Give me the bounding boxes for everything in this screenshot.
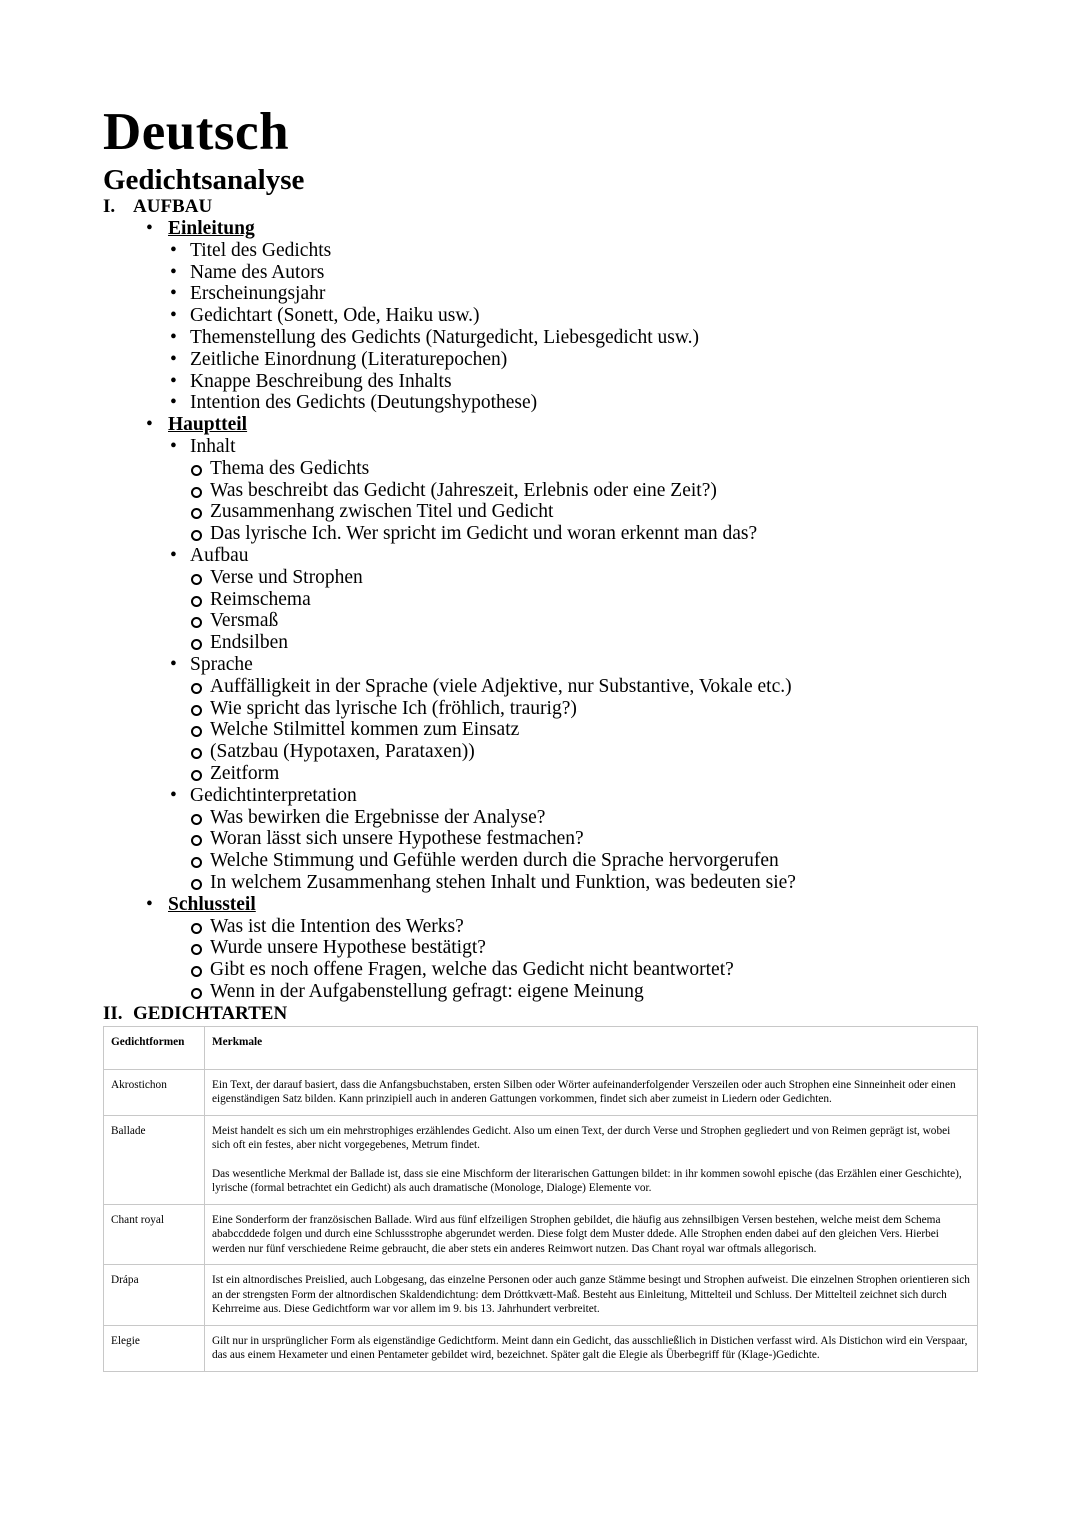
column-header-merkmale: Merkmale <box>205 1026 978 1069</box>
section-gedichtarten-heading <box>103 1003 978 1025</box>
outline-heading: • Hauptteil <box>103 414 978 436</box>
list-item: • Themenstellung des Gedichts (Naturgedicht, Liebesgedicht usw.) <box>103 327 978 349</box>
table-header-row <box>104 1026 978 1069</box>
list-item: Gibt es noch offene Fragen, welche das Gedicht nicht beantwortet? <box>103 959 978 981</box>
list-item: • Sprache <box>103 654 978 676</box>
list-item: • Erscheinungsjahr <box>103 283 978 305</box>
list-item: Thema des Gedichts <box>103 458 978 480</box>
merkmale-cell <box>205 1265 978 1326</box>
list-item: • Titel des Gedichts <box>103 240 978 262</box>
list-item: • Gedichtinterpretation <box>103 785 978 807</box>
merkmale-text: Meist handelt es sich um ein mehrstrophiges erzählendes Gedicht. Also um einen Text, der durch Verse und Strophen gegliedert und von Reimen geprägt ist, wobei sich oft ein festes, aber nicht vorgegebenes, Metrum findet. <box>212 1124 951 1152</box>
list-item: • Intention des Gedichts (Deutungshypothese) <box>103 392 978 414</box>
list-item: (Satzbau (Hypotaxen, Parataxen)) <box>103 741 978 763</box>
list-item: Was ist die Intention des Werks? <box>103 916 978 938</box>
table-row <box>104 1115 978 1204</box>
table-body <box>104 1069 978 1371</box>
list-item: Verse und Strophen <box>103 567 978 589</box>
table-row <box>104 1069 978 1115</box>
merkmale-text: Gilt nur in ursprünglicher Form als eigenständige Gedichtform. Meint dann ein Gedicht, das ausschließlich in Distichen verfasst wird. Als Distichon wird ein Verspaar, das aus einem Hexameter und einen Pentameter gebildet wird, bezeichnet. Später galt die Elegie als Überbegriff für (Klage-)Gedichte. <box>212 1334 968 1362</box>
outline-heading: • Schlussteil <box>103 894 978 916</box>
merkmale-text: Ist ein altnordisches Preislied, auch Lobgesang, das einzelne Personen oder auch ganze Stämme besingt und Strophen aufweist. Die einzelnen Strophen orientieren sich an der strengsten Form der altnordischen Skaldendichtung: dem Dróttkvætt-Maß. Besteht aus Einleitung, Mittelteil und Schluss. Der Mittelteil zeichnet sich durch Kehrreime aus. Diese Gedichtform war vor allem im 9. bis 13. Jahrhundert verbreitet. <box>212 1274 970 1316</box>
section-label: AUFBAU <box>133 196 213 217</box>
section-aufbau-heading <box>103 196 978 218</box>
list-item: Zeitform <box>103 763 978 785</box>
list-item: Reimschema <box>103 589 978 611</box>
table-row <box>104 1325 978 1371</box>
list-item: Wurde unsere Hypothese bestätigt? <box>103 937 978 959</box>
table-row <box>104 1265 978 1326</box>
merkmale-cell <box>205 1204 978 1265</box>
list-item: • Knappe Beschreibung des Inhalts <box>103 371 978 393</box>
merkmale-cell <box>205 1115 978 1204</box>
list-item: Welche Stilmittel kommen zum Einsatz <box>103 719 978 741</box>
table-row <box>104 1204 978 1265</box>
list-item: Endsilben <box>103 632 978 654</box>
list-item: • Name des Autors <box>103 262 978 284</box>
list-item: Was beschreibt das Gedicht (Jahreszeit, Erlebnis oder eine Zeit?) <box>103 480 978 502</box>
gedichtform-name: Elegie <box>104 1325 205 1371</box>
list-item: Auffälligkeit in der Sprache (viele Adjektive, nur Substantive, Vokale etc.) <box>103 676 978 698</box>
list-item: • Aufbau <box>103 545 978 567</box>
column-header-gedichtformen: Gedichtformen <box>104 1026 205 1069</box>
gedichtform-name: Chant royal <box>104 1204 205 1265</box>
section-label: GEDICHTARTEN <box>133 1002 288 1024</box>
section-number: I. <box>103 196 116 217</box>
list-item: Versmaß <box>103 610 978 632</box>
merkmale-text: Das wesentliche Merkmal der Ballade ist, dass sie eine Mischform der literarischen Gattungen bildet: in ihr kommen sowohl epische (das Erzählen einer Geschichte), lyrische (formal betrachtet ein Gedicht) als auch dramatische (Monologe, Dialoge) Elemente vor. <box>212 1167 962 1195</box>
list-item: Welche Stimmung und Gefühle werden durch die Sprache hervorgerufen <box>103 850 978 872</box>
gedichtform-name: Drápa <box>104 1265 205 1326</box>
merkmale-text: Ein Text, der darauf basiert, dass die Anfangsbuchstaben, ersten Silben oder Wörter aufeinanderfolgender Verszeilen oder auch Strophen eine Sinneinheit oder einen eigenständigen Satz bilden. Kann prinzipiell auch in anderen Gattungen vorkommen, findet sich aber zumeist in Liedern oder Gedichten. <box>212 1078 956 1106</box>
list-item: Wenn in der Aufgabenstellung gefragt: eigene Meinung <box>103 981 978 1003</box>
merkmale-cell <box>205 1069 978 1115</box>
section-number: II. <box>103 1002 123 1024</box>
gedichtform-name: Ballade <box>104 1115 205 1204</box>
document <box>103 100 978 1372</box>
list-item: • Inhalt <box>103 436 978 458</box>
outline-heading: • Einleitung <box>103 218 978 240</box>
list-item: Was bewirken die Ergebnisse der Analyse? <box>103 807 978 829</box>
list-item: In welchem Zusammenhang stehen Inhalt und Funktion, was bedeuten sie? <box>103 872 978 894</box>
merkmale-text: Eine Sonderform der französischen Ballade. Wird aus fünf elfzeiligen Strophen gebildet, die häufig aus zehnsilbigen Versen bestehen, welche meist dem Schema ababccddede folgen und durch eine Schlussstrophe abgerundet werden. Diese folgt dem Muster ddede. Alle Strophen enden dabei auf den gleichen Vers. Hierbei werden nur fünf verschiedene Reime gebraucht, die aber stets ein anderes Reimwort nutzen. Das Chant royal war oftmals allegorisch. <box>212 1213 941 1255</box>
page-title: Deutsch <box>103 103 290 161</box>
merkmale-cell <box>205 1325 978 1371</box>
gedichtform-name: Akrostichon <box>104 1069 205 1115</box>
list-item: Woran lässt sich unsere Hypothese festmachen? <box>103 828 978 850</box>
outline-list <box>103 218 978 1003</box>
gedichtarten-table <box>103 1026 978 1372</box>
list-item: Wie spricht das lyrische Ich (fröhlich, traurig?) <box>103 698 978 720</box>
list-item: • Gedichtart (Sonett, Ode, Haiku usw.) <box>103 305 978 327</box>
list-item: Das lyrische Ich. Wer spricht im Gedicht und woran erkennt man das? <box>103 523 978 545</box>
list-item: • Zeitliche Einordnung (Literaturepochen) <box>103 349 978 371</box>
page-subtitle: Gedichtsanalyse <box>103 164 305 196</box>
list-item: Zusammenhang zwischen Titel und Gedicht <box>103 501 978 523</box>
